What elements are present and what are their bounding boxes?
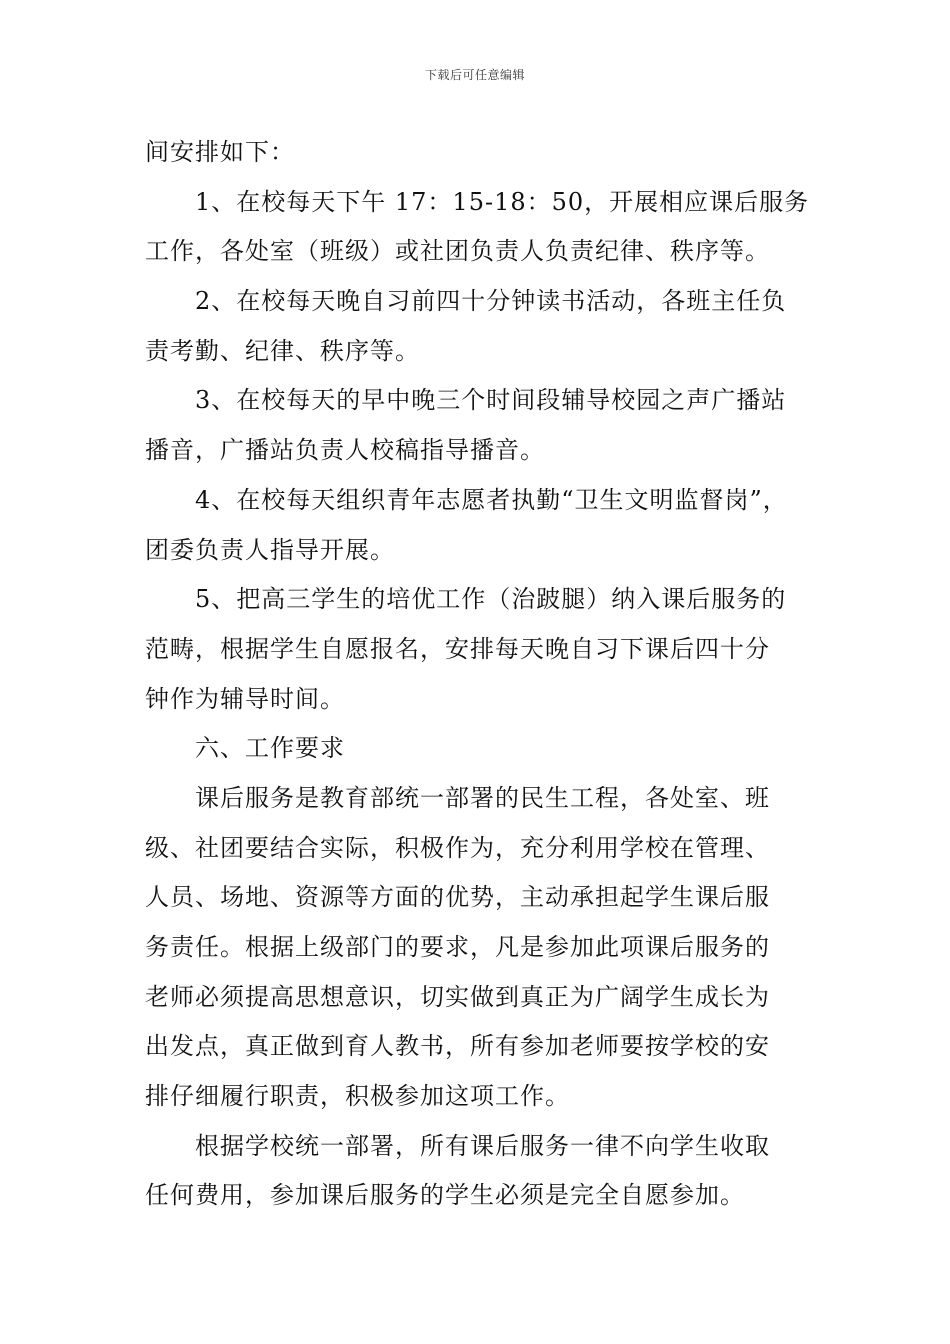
text-line: 2、在校每天晚自习前四十分钟读书活动，各班主任负: [195, 287, 787, 316]
text-line: 1、在校每天下午 17：15-18：50，开展相应课后服务: [195, 187, 810, 216]
text-line: 出发点，真正做到育人教书，所有参加老师要按学校的安: [145, 1032, 770, 1061]
page-header: 下载后可任意编辑: [424, 68, 525, 82]
text-line: 课后服务是教育部统一部署的民生工程，各处室、班: [195, 783, 770, 812]
text-line: 范畴，根据学生自愿报名，安排每天晚自习下课后四十分: [145, 634, 770, 663]
section-heading: 六、工作要求: [195, 734, 345, 763]
text-line: 5、把高三学生的培优工作（治跛腿）纳入课后服务的: [195, 585, 787, 614]
text-line: 责考勤、纪律、秩序等。: [145, 336, 420, 365]
text-line: 级、社团要结合实际，积极作为，充分利用学校在管理、: [145, 833, 770, 862]
document-body: [145, 128, 825, 1221]
text-line: 任何费用，参加课后服务的学生必须是完全自愿参加。: [145, 1181, 745, 1210]
text-line: 工作，各处室（班级）或社团负责人负责纪律、秩序等。: [145, 237, 770, 266]
text-line: 钟作为辅导时间。: [145, 684, 345, 713]
text-line: 3、在校每天的早中晚三个时间段辅导校园之声广播站: [195, 386, 787, 415]
text-line: 团委负责人指导开展。: [145, 535, 395, 564]
text-line: 人员、场地、资源等方面的优势，主动承担起学生课后服: [145, 883, 770, 912]
text-line: 务责任。根据上级部门的要求，凡是参加此项课后服务的: [145, 933, 770, 961]
text-line: 播音，广播站负责人校稿指导播音。: [145, 436, 545, 465]
text-line: 4、在校每天组织青年志愿者执勤“卫生文明监督岗”，: [195, 485, 788, 514]
text-line: 间安排如下：: [145, 138, 295, 166]
text-line: 老师必须提高思想意识，切实做到真正为广阔学生成长为: [145, 982, 770, 1011]
text-line: 根据学校统一部署，所有课后服务一律不向学生收取: [195, 1131, 770, 1160]
text-line: 排仔细履行职责，积极参加这项工作。: [145, 1082, 570, 1111]
